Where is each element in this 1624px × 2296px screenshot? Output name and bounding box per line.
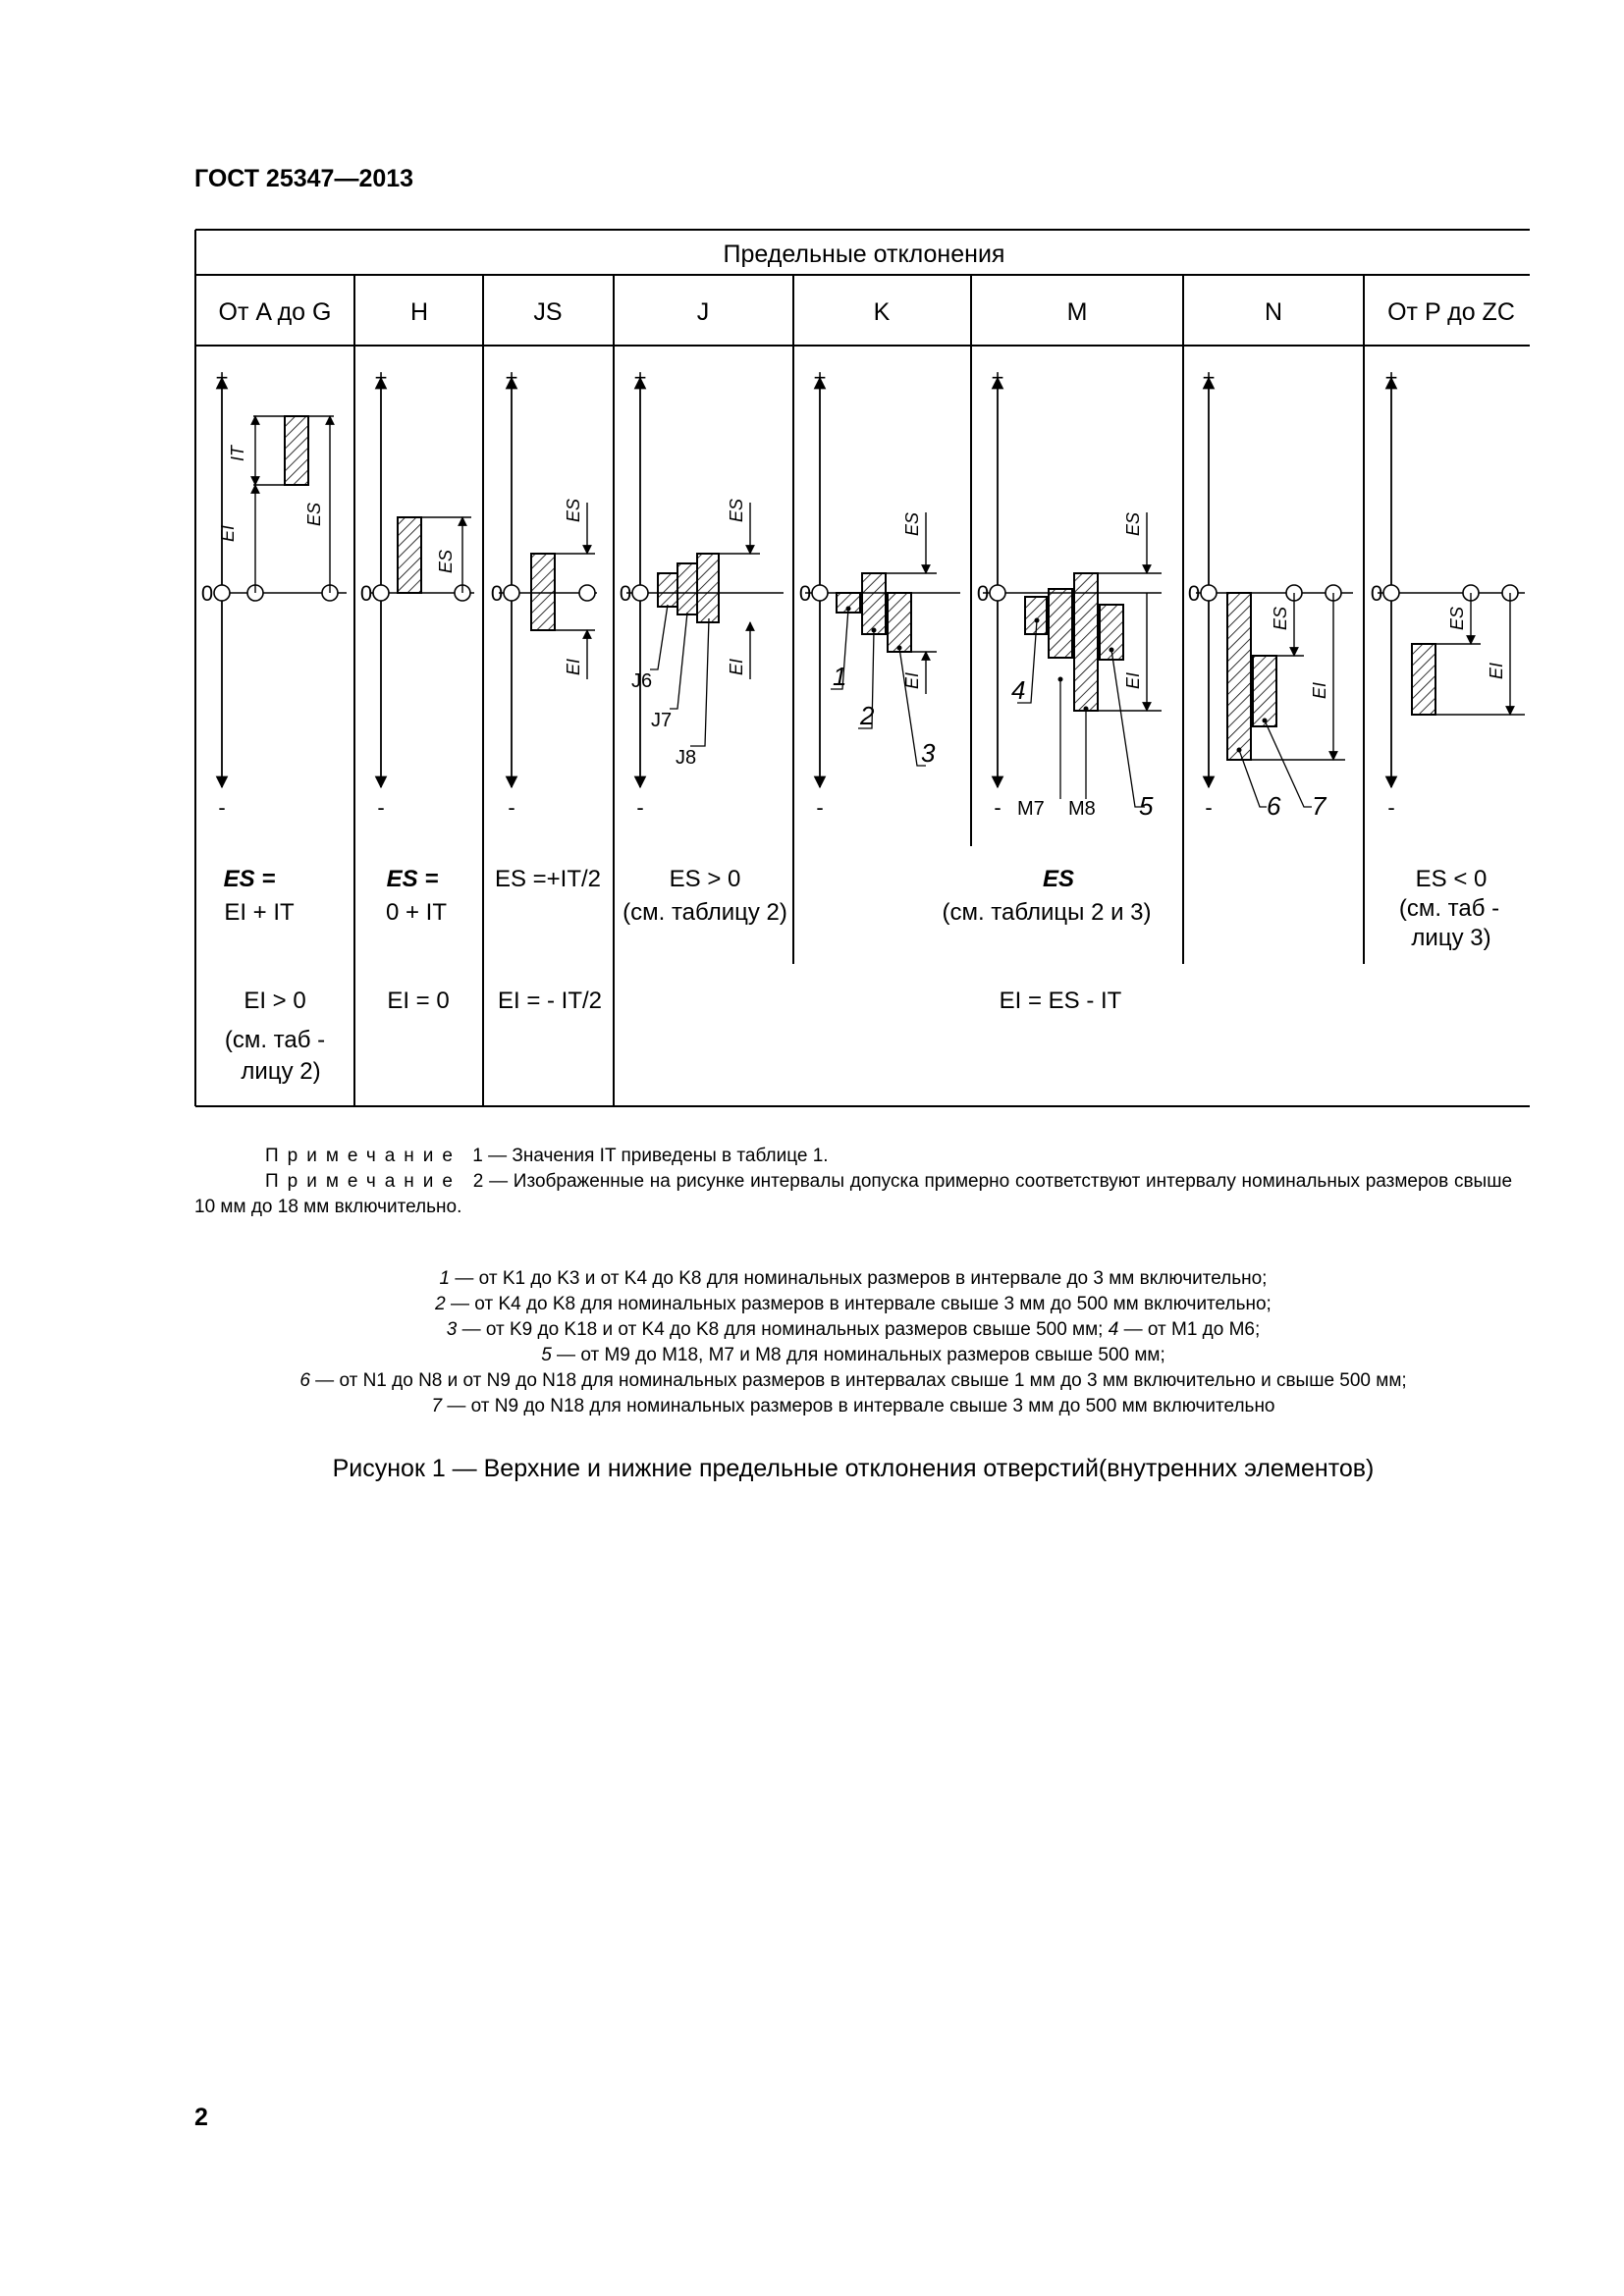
minus-label: - xyxy=(636,795,644,820)
legend-text: — от N9 до N18 для номинальных размеров в интервале свыше 3 мм до 500 мм включительно xyxy=(442,1396,1275,1416)
legend-item xyxy=(194,1266,1512,1292)
zero-label: 0 xyxy=(619,581,632,606)
deviation-figure xyxy=(194,228,1530,1111)
legend-number: 6 xyxy=(299,1370,310,1391)
m4-label: 4 xyxy=(1011,675,1026,705)
figure-caption: Рисунок 1 — Верхние и нижние предельные отклонения отверстий(внутренних элементов) xyxy=(332,1455,1375,1482)
legend-text: — от N1 до N8 и от N9 до N18 для номинальных размеров в интервалах свыше 1 мм до 3 мм включительно и свыше 500 мм; xyxy=(309,1370,1407,1391)
column-header: От A до G xyxy=(218,298,332,326)
zero-label: 0 xyxy=(976,581,990,606)
column-header: От P до ZC xyxy=(1387,298,1515,326)
legend-text: — от K1 до K3 и от K4 до K8 для номинальных размеров в интервале до 3 мм включительно; xyxy=(450,1268,1268,1289)
zero-label: 0 xyxy=(359,581,373,606)
column-header: H xyxy=(409,298,429,326)
zero-label: 0 xyxy=(490,581,504,606)
note-label: Примечание xyxy=(265,1146,461,1166)
plus-label: + xyxy=(505,365,518,390)
formula: лицу 2) xyxy=(241,1058,321,1085)
formula: ES > 0 xyxy=(669,866,741,892)
zero-label: 0 xyxy=(1370,581,1383,606)
formula: EI = 0 xyxy=(387,988,450,1014)
zone-m xyxy=(1011,512,1162,821)
page-number: 2 xyxy=(194,2104,208,2131)
n6-label: 6 xyxy=(1267,791,1281,821)
note-1 xyxy=(194,1144,1512,1169)
formula: EI + IT xyxy=(224,899,295,926)
formula: (см. таб - xyxy=(224,1027,326,1053)
column-header: K xyxy=(873,298,891,326)
plus-label: + xyxy=(813,365,827,390)
legend-number: 5 xyxy=(541,1345,552,1365)
j7-label: J7 xyxy=(651,710,673,731)
plus-label: + xyxy=(991,365,1004,390)
legend-item xyxy=(194,1394,1512,1419)
legend-text: — от M1 до M6; xyxy=(1118,1319,1261,1340)
plus-label: + xyxy=(1202,365,1216,390)
legend-number: 4 xyxy=(1108,1319,1119,1340)
legend-number: 7 xyxy=(431,1396,443,1416)
note-text: — Значения IT приведены в таблице 1. xyxy=(488,1146,829,1166)
plus-label: + xyxy=(215,365,229,390)
k3-label: 3 xyxy=(921,738,936,768)
formula: EI > 0 xyxy=(244,988,306,1014)
column-header: J xyxy=(696,298,710,326)
legend-item xyxy=(194,1368,1512,1394)
minus-label: - xyxy=(816,795,824,820)
m8-label: M8 xyxy=(1068,798,1096,820)
ei-label: EI xyxy=(902,671,922,689)
legend-number: 3 xyxy=(446,1319,458,1340)
formula: ES =+IT/2 xyxy=(494,866,602,892)
plus-label: + xyxy=(633,365,647,390)
table-grid xyxy=(195,230,1530,1106)
legend-item xyxy=(194,1343,1512,1368)
zero-label: 0 xyxy=(1187,581,1201,606)
es-label: ES xyxy=(1271,606,1290,630)
zone-h xyxy=(398,517,471,593)
minus-label: - xyxy=(508,795,515,820)
ei-label: EI xyxy=(1310,681,1329,699)
ei-formulas xyxy=(225,988,1122,1085)
formula: ES = xyxy=(386,866,439,892)
plus-label: + xyxy=(374,365,388,390)
legend-item xyxy=(194,1317,1512,1343)
es-label: ES xyxy=(564,498,583,522)
ei-label: EI xyxy=(218,524,238,542)
es-formulas xyxy=(224,866,1500,951)
it-label: IT xyxy=(228,446,247,461)
m7-label: M7 xyxy=(1017,798,1045,820)
n7-label: 7 xyxy=(1312,791,1326,821)
k1-label: 1 xyxy=(833,662,847,691)
minus-label: - xyxy=(994,795,1001,820)
note-number: 2 xyxy=(472,1171,484,1192)
zone-a-to-g xyxy=(218,416,334,593)
formula: ES = xyxy=(223,866,276,892)
minus-label: - xyxy=(1387,795,1395,820)
formula: EI = - IT/2 xyxy=(497,988,603,1014)
zone-n xyxy=(1227,593,1345,821)
ei-label: EI xyxy=(727,658,746,675)
legend-number: 2 xyxy=(435,1294,446,1314)
column-header: JS xyxy=(533,298,563,326)
column-header: M xyxy=(1066,298,1088,326)
zone-j xyxy=(631,499,760,769)
zero-label: 0 xyxy=(798,581,812,606)
zero-label: 0 xyxy=(200,581,214,606)
legend-number: 1 xyxy=(439,1268,451,1289)
note-text: — Изображенные на рисунке интервалы допуска примерно соответствуют интервалу номинальных размеров свыше 10 мм до 18 мм включительно. xyxy=(194,1171,1513,1217)
legend-text: — от K4 до K8 для номинальных размеров в интервале свыше 3 мм до 500 мм включительно; xyxy=(445,1294,1272,1314)
k2-label: 2 xyxy=(860,701,875,730)
formula: 0 + IT xyxy=(385,899,448,926)
legend-item xyxy=(194,1292,1512,1317)
minus-label: - xyxy=(377,795,385,820)
formula: (см. таблицу 2) xyxy=(623,899,787,926)
es-label: ES xyxy=(727,498,746,522)
zone-p-to-zc xyxy=(1412,593,1525,715)
es-label: ES xyxy=(1123,511,1143,536)
minus-label: - xyxy=(1205,795,1213,820)
note-2 xyxy=(194,1169,1512,1220)
ei-label: EI xyxy=(1123,671,1143,689)
es-label: ES xyxy=(304,502,324,526)
minus-label: - xyxy=(218,795,226,820)
figure-top-label: Предельные отклонения xyxy=(723,240,1005,268)
legend-text: — от K9 до K18 и от K4 до K8 для номинальных размеров свыше 500 мм; xyxy=(457,1319,1109,1340)
ei-label: EI xyxy=(1487,662,1506,679)
notes xyxy=(194,1144,1512,1220)
zone-k xyxy=(831,512,937,768)
legend-text: — от M9 до M18, M7 и M8 для номинальных размеров свыше 500 мм; xyxy=(551,1345,1165,1365)
es-label: ES xyxy=(902,511,922,536)
legend xyxy=(194,1266,1512,1419)
column-header: N xyxy=(1264,298,1283,326)
formula: лицу 3) xyxy=(1411,925,1491,951)
j6-label: J6 xyxy=(631,670,653,692)
m5-label: 5 xyxy=(1139,791,1154,821)
note-number: 1 xyxy=(472,1146,483,1166)
ei-label: EI xyxy=(564,658,583,675)
es-label: ES xyxy=(1447,606,1467,630)
document-header: ГОСТ 25347—2013 xyxy=(194,165,414,192)
column-headers xyxy=(219,298,1515,326)
formula: EI = ES - IT xyxy=(999,988,1122,1014)
formula: (см. таблицы 2 и 3) xyxy=(942,899,1152,926)
plus-label: + xyxy=(1384,365,1398,390)
formula: ES xyxy=(1042,866,1075,892)
note-label: Примечание xyxy=(265,1171,461,1192)
formula: (см. таб - xyxy=(1398,895,1500,922)
formula: ES < 0 xyxy=(1415,866,1488,892)
es-label: ES xyxy=(436,549,456,573)
j8-label: J8 xyxy=(676,747,697,769)
